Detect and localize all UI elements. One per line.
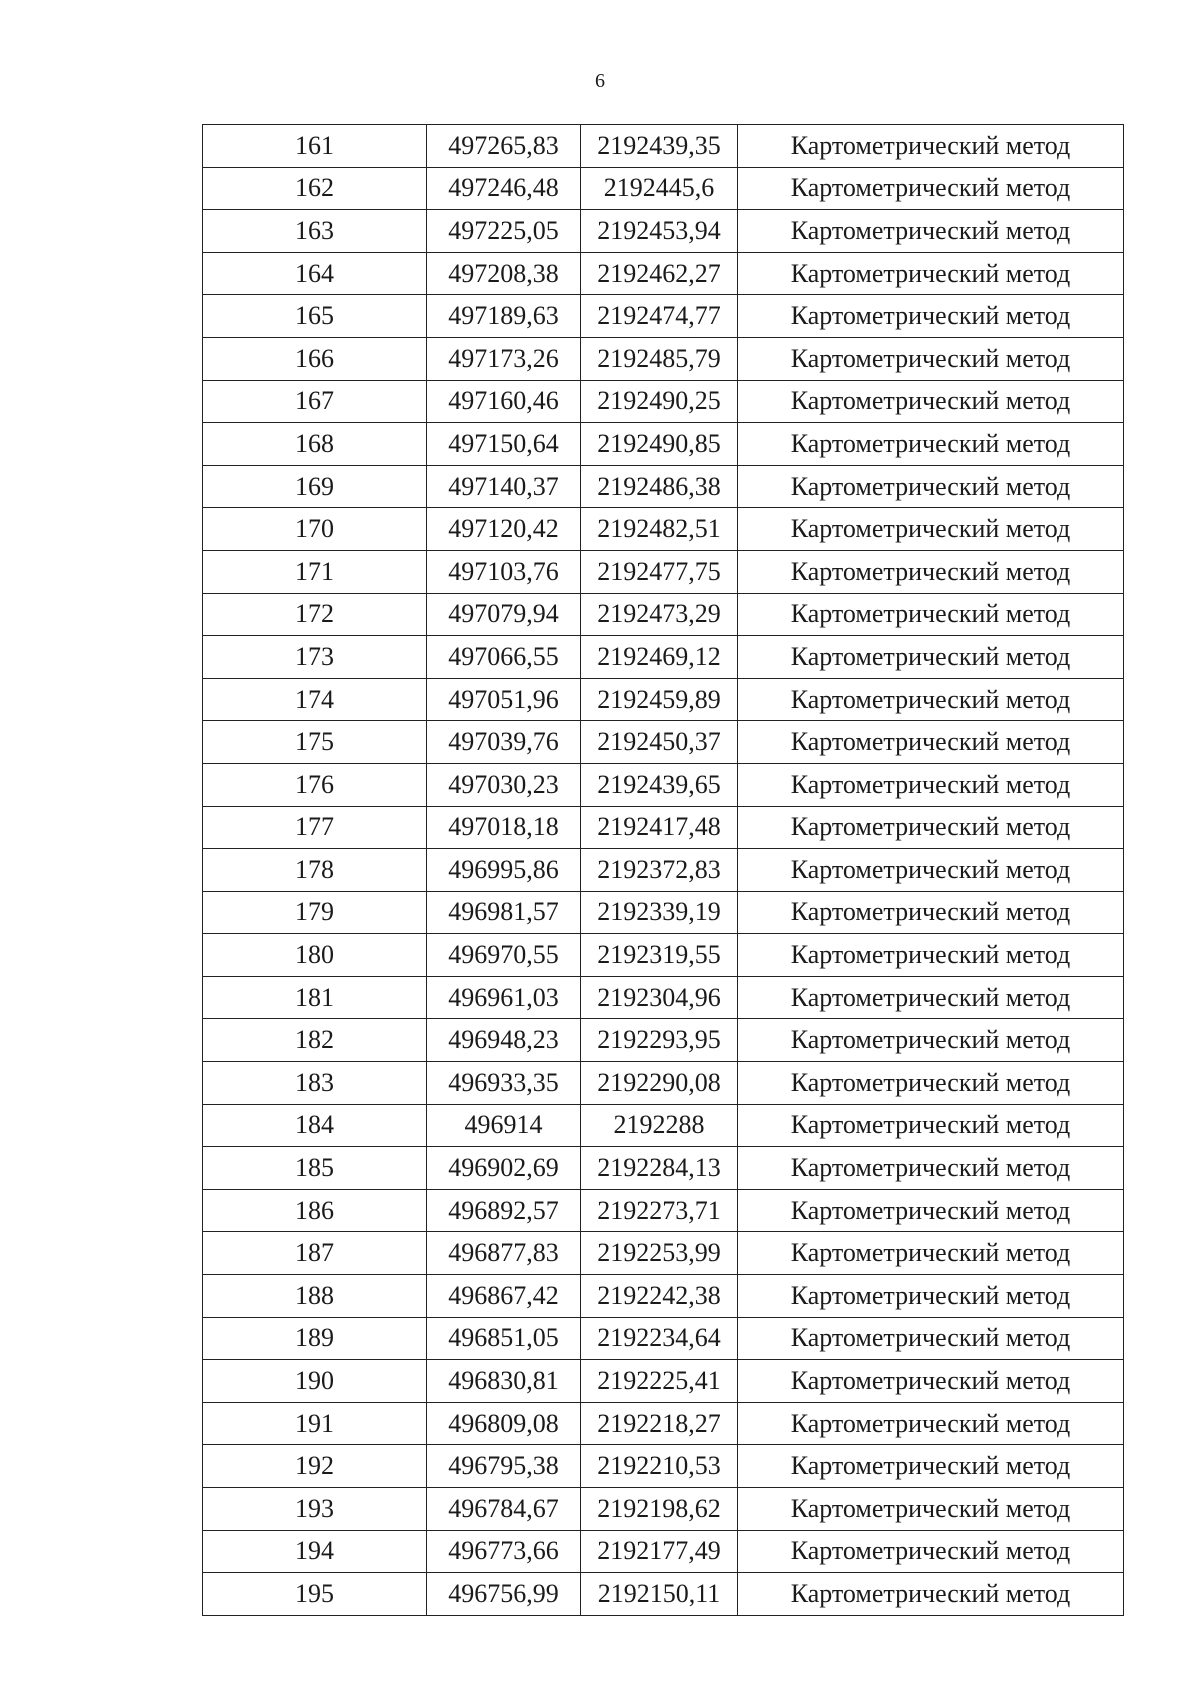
x-coordinate-cell: 496914 <box>427 1104 581 1147</box>
method-cell: Картометрический метод <box>738 125 1124 168</box>
point-number-cell: 193 <box>203 1488 427 1531</box>
x-coordinate-cell: 496784,67 <box>427 1488 581 1531</box>
table-row <box>203 593 1124 636</box>
y-coordinate-cell: 2192473,29 <box>581 593 738 636</box>
method-cell: Картометрический метод <box>738 1104 1124 1147</box>
table-row <box>203 1317 1124 1360</box>
y-coordinate-cell: 2192474,77 <box>581 295 738 338</box>
point-number-cell: 188 <box>203 1275 427 1318</box>
point-number-cell: 181 <box>203 976 427 1019</box>
x-coordinate-cell: 496995,86 <box>427 849 581 892</box>
method-cell: Картометрический метод <box>738 1573 1124 1616</box>
table-row <box>203 891 1124 934</box>
y-coordinate-cell: 2192304,96 <box>581 976 738 1019</box>
x-coordinate-cell: 496902,69 <box>427 1147 581 1190</box>
method-cell: Картометрический метод <box>738 1019 1124 1062</box>
table-row <box>203 934 1124 977</box>
method-cell: Картометрический метод <box>738 1062 1124 1105</box>
y-coordinate-cell: 2192339,19 <box>581 891 738 934</box>
method-cell: Картометрический метод <box>738 1189 1124 1232</box>
y-coordinate-cell: 2192372,83 <box>581 849 738 892</box>
y-coordinate-cell: 2192177,49 <box>581 1530 738 1573</box>
method-cell: Картометрический метод <box>738 252 1124 295</box>
method-cell: Картометрический метод <box>738 636 1124 679</box>
method-cell: Картометрический метод <box>738 593 1124 636</box>
point-number-cell: 179 <box>203 891 427 934</box>
method-cell: Картометрический метод <box>738 210 1124 253</box>
method-cell: Картометрический метод <box>738 295 1124 338</box>
method-cell: Картометрический метод <box>738 763 1124 806</box>
y-coordinate-cell: 2192290,08 <box>581 1062 738 1105</box>
point-number-cell: 194 <box>203 1530 427 1573</box>
x-coordinate-cell: 496970,55 <box>427 934 581 977</box>
y-coordinate-cell: 2192288 <box>581 1104 738 1147</box>
point-number-cell: 177 <box>203 806 427 849</box>
y-coordinate-cell: 2192445,6 <box>581 167 738 210</box>
table-row <box>203 210 1124 253</box>
point-number-cell: 164 <box>203 252 427 295</box>
point-number-cell: 170 <box>203 508 427 551</box>
table-row <box>203 636 1124 679</box>
y-coordinate-cell: 2192225,41 <box>581 1360 738 1403</box>
x-coordinate-cell: 496961,03 <box>427 976 581 1019</box>
x-coordinate-cell: 497265,83 <box>427 125 581 168</box>
y-coordinate-cell: 2192273,71 <box>581 1189 738 1232</box>
method-cell: Картометрический метод <box>738 1530 1124 1573</box>
y-coordinate-cell: 2192459,89 <box>581 678 738 721</box>
x-coordinate-cell: 497225,05 <box>427 210 581 253</box>
x-coordinate-cell: 496867,42 <box>427 1275 581 1318</box>
table-row <box>203 1104 1124 1147</box>
x-coordinate-cell: 497120,42 <box>427 508 581 551</box>
x-coordinate-cell: 496981,57 <box>427 891 581 934</box>
point-number-cell: 174 <box>203 678 427 721</box>
table-row <box>203 1147 1124 1190</box>
point-number-cell: 163 <box>203 210 427 253</box>
point-number-cell: 186 <box>203 1189 427 1232</box>
point-number-cell: 175 <box>203 721 427 764</box>
coordinates-table <box>202 124 1124 1616</box>
point-number-cell: 195 <box>203 1573 427 1616</box>
x-coordinate-cell: 497189,63 <box>427 295 581 338</box>
method-cell: Картометрический метод <box>738 806 1124 849</box>
table-row <box>203 508 1124 551</box>
method-cell: Картометрический метод <box>738 508 1124 551</box>
y-coordinate-cell: 2192453,94 <box>581 210 738 253</box>
point-number-cell: 171 <box>203 550 427 593</box>
x-coordinate-cell: 497051,96 <box>427 678 581 721</box>
table-row <box>203 1189 1124 1232</box>
y-coordinate-cell: 2192218,27 <box>581 1402 738 1445</box>
table-row <box>203 295 1124 338</box>
table-row <box>203 1275 1124 1318</box>
y-coordinate-cell: 2192477,75 <box>581 550 738 593</box>
x-coordinate-cell: 496809,08 <box>427 1402 581 1445</box>
method-cell: Картометрический метод <box>738 1147 1124 1190</box>
point-number-cell: 172 <box>203 593 427 636</box>
table-row <box>203 1488 1124 1531</box>
point-number-cell: 190 <box>203 1360 427 1403</box>
table-row <box>203 806 1124 849</box>
method-cell: Картометрический метод <box>738 891 1124 934</box>
x-coordinate-cell: 496933,35 <box>427 1062 581 1105</box>
table-row <box>203 423 1124 466</box>
method-cell: Картометрический метод <box>738 465 1124 508</box>
method-cell: Картометрический метод <box>738 1402 1124 1445</box>
point-number-cell: 184 <box>203 1104 427 1147</box>
x-coordinate-cell: 497140,37 <box>427 465 581 508</box>
point-number-cell: 173 <box>203 636 427 679</box>
table-row <box>203 678 1124 721</box>
page-number: 6 <box>595 70 605 92</box>
table-row <box>203 721 1124 764</box>
table-row <box>203 380 1124 423</box>
method-cell: Картометрический метод <box>738 678 1124 721</box>
table-row <box>203 1530 1124 1573</box>
method-cell: Картометрический метод <box>738 423 1124 466</box>
method-cell: Картометрический метод <box>738 934 1124 977</box>
point-number-cell: 165 <box>203 295 427 338</box>
method-cell: Картометрический метод <box>738 1232 1124 1275</box>
table-row <box>203 1232 1124 1275</box>
table-row <box>203 763 1124 806</box>
table-row <box>203 1019 1124 1062</box>
x-coordinate-cell: 496851,05 <box>427 1317 581 1360</box>
point-number-cell: 161 <box>203 125 427 168</box>
table-row <box>203 465 1124 508</box>
y-coordinate-cell: 2192490,85 <box>581 423 738 466</box>
table-row <box>203 976 1124 1019</box>
x-coordinate-cell: 496795,38 <box>427 1445 581 1488</box>
method-cell: Картометрический метод <box>738 849 1124 892</box>
table-row <box>203 337 1124 380</box>
table-row <box>203 1360 1124 1403</box>
method-cell: Картометрический метод <box>738 1445 1124 1488</box>
point-number-cell: 176 <box>203 763 427 806</box>
point-number-cell: 192 <box>203 1445 427 1488</box>
point-number-cell: 191 <box>203 1402 427 1445</box>
x-coordinate-cell: 497150,64 <box>427 423 581 466</box>
table-row <box>203 1062 1124 1105</box>
method-cell: Картометрический метод <box>738 721 1124 764</box>
y-coordinate-cell: 2192469,12 <box>581 636 738 679</box>
point-number-cell: 168 <box>203 423 427 466</box>
x-coordinate-cell: 497160,46 <box>427 380 581 423</box>
x-coordinate-cell: 497066,55 <box>427 636 581 679</box>
y-coordinate-cell: 2192319,55 <box>581 934 738 977</box>
method-cell: Картометрический метод <box>738 976 1124 1019</box>
coordinates-table-body <box>203 125 1124 1616</box>
point-number-cell: 185 <box>203 1147 427 1190</box>
y-coordinate-cell: 2192482,51 <box>581 508 738 551</box>
y-coordinate-cell: 2192234,64 <box>581 1317 738 1360</box>
y-coordinate-cell: 2192293,95 <box>581 1019 738 1062</box>
point-number-cell: 189 <box>203 1317 427 1360</box>
table-row <box>203 1445 1124 1488</box>
y-coordinate-cell: 2192242,38 <box>581 1275 738 1318</box>
x-coordinate-cell: 497208,38 <box>427 252 581 295</box>
x-coordinate-cell: 497039,76 <box>427 721 581 764</box>
point-number-cell: 162 <box>203 167 427 210</box>
point-number-cell: 167 <box>203 380 427 423</box>
point-number-cell: 169 <box>203 465 427 508</box>
x-coordinate-cell: 497079,94 <box>427 593 581 636</box>
method-cell: Картометрический метод <box>738 1360 1124 1403</box>
x-coordinate-cell: 497173,26 <box>427 337 581 380</box>
y-coordinate-cell: 2192284,13 <box>581 1147 738 1190</box>
y-coordinate-cell: 2192253,99 <box>581 1232 738 1275</box>
table-row <box>203 1573 1124 1616</box>
method-cell: Картометрический метод <box>738 1317 1124 1360</box>
method-cell: Картометрический метод <box>738 1488 1124 1531</box>
y-coordinate-cell: 2192439,65 <box>581 763 738 806</box>
y-coordinate-cell: 2192198,62 <box>581 1488 738 1531</box>
y-coordinate-cell: 2192462,27 <box>581 252 738 295</box>
point-number-cell: 166 <box>203 337 427 380</box>
y-coordinate-cell: 2192490,25 <box>581 380 738 423</box>
x-coordinate-cell: 496877,83 <box>427 1232 581 1275</box>
x-coordinate-cell: 496892,57 <box>427 1189 581 1232</box>
table-row <box>203 550 1124 593</box>
table-row <box>203 125 1124 168</box>
method-cell: Картометрический метод <box>738 380 1124 423</box>
x-coordinate-cell: 497103,76 <box>427 550 581 593</box>
x-coordinate-cell: 496773,66 <box>427 1530 581 1573</box>
point-number-cell: 183 <box>203 1062 427 1105</box>
table-row <box>203 849 1124 892</box>
point-number-cell: 178 <box>203 849 427 892</box>
table-row <box>203 1402 1124 1445</box>
point-number-cell: 182 <box>203 1019 427 1062</box>
x-coordinate-cell: 496830,81 <box>427 1360 581 1403</box>
y-coordinate-cell: 2192417,48 <box>581 806 738 849</box>
method-cell: Картометрический метод <box>738 550 1124 593</box>
x-coordinate-cell: 497246,48 <box>427 167 581 210</box>
x-coordinate-cell: 497018,18 <box>427 806 581 849</box>
method-cell: Картометрический метод <box>738 167 1124 210</box>
table-row <box>203 167 1124 210</box>
method-cell: Картометрический метод <box>738 1275 1124 1318</box>
method-cell: Картометрический метод <box>738 337 1124 380</box>
y-coordinate-cell: 2192150,11 <box>581 1573 738 1616</box>
table-row <box>203 252 1124 295</box>
y-coordinate-cell: 2192439,35 <box>581 125 738 168</box>
x-coordinate-cell: 496948,23 <box>427 1019 581 1062</box>
y-coordinate-cell: 2192450,37 <box>581 721 738 764</box>
x-coordinate-cell: 496756,99 <box>427 1573 581 1616</box>
y-coordinate-cell: 2192486,38 <box>581 465 738 508</box>
point-number-cell: 187 <box>203 1232 427 1275</box>
point-number-cell: 180 <box>203 934 427 977</box>
x-coordinate-cell: 497030,23 <box>427 763 581 806</box>
y-coordinate-cell: 2192485,79 <box>581 337 738 380</box>
y-coordinate-cell: 2192210,53 <box>581 1445 738 1488</box>
